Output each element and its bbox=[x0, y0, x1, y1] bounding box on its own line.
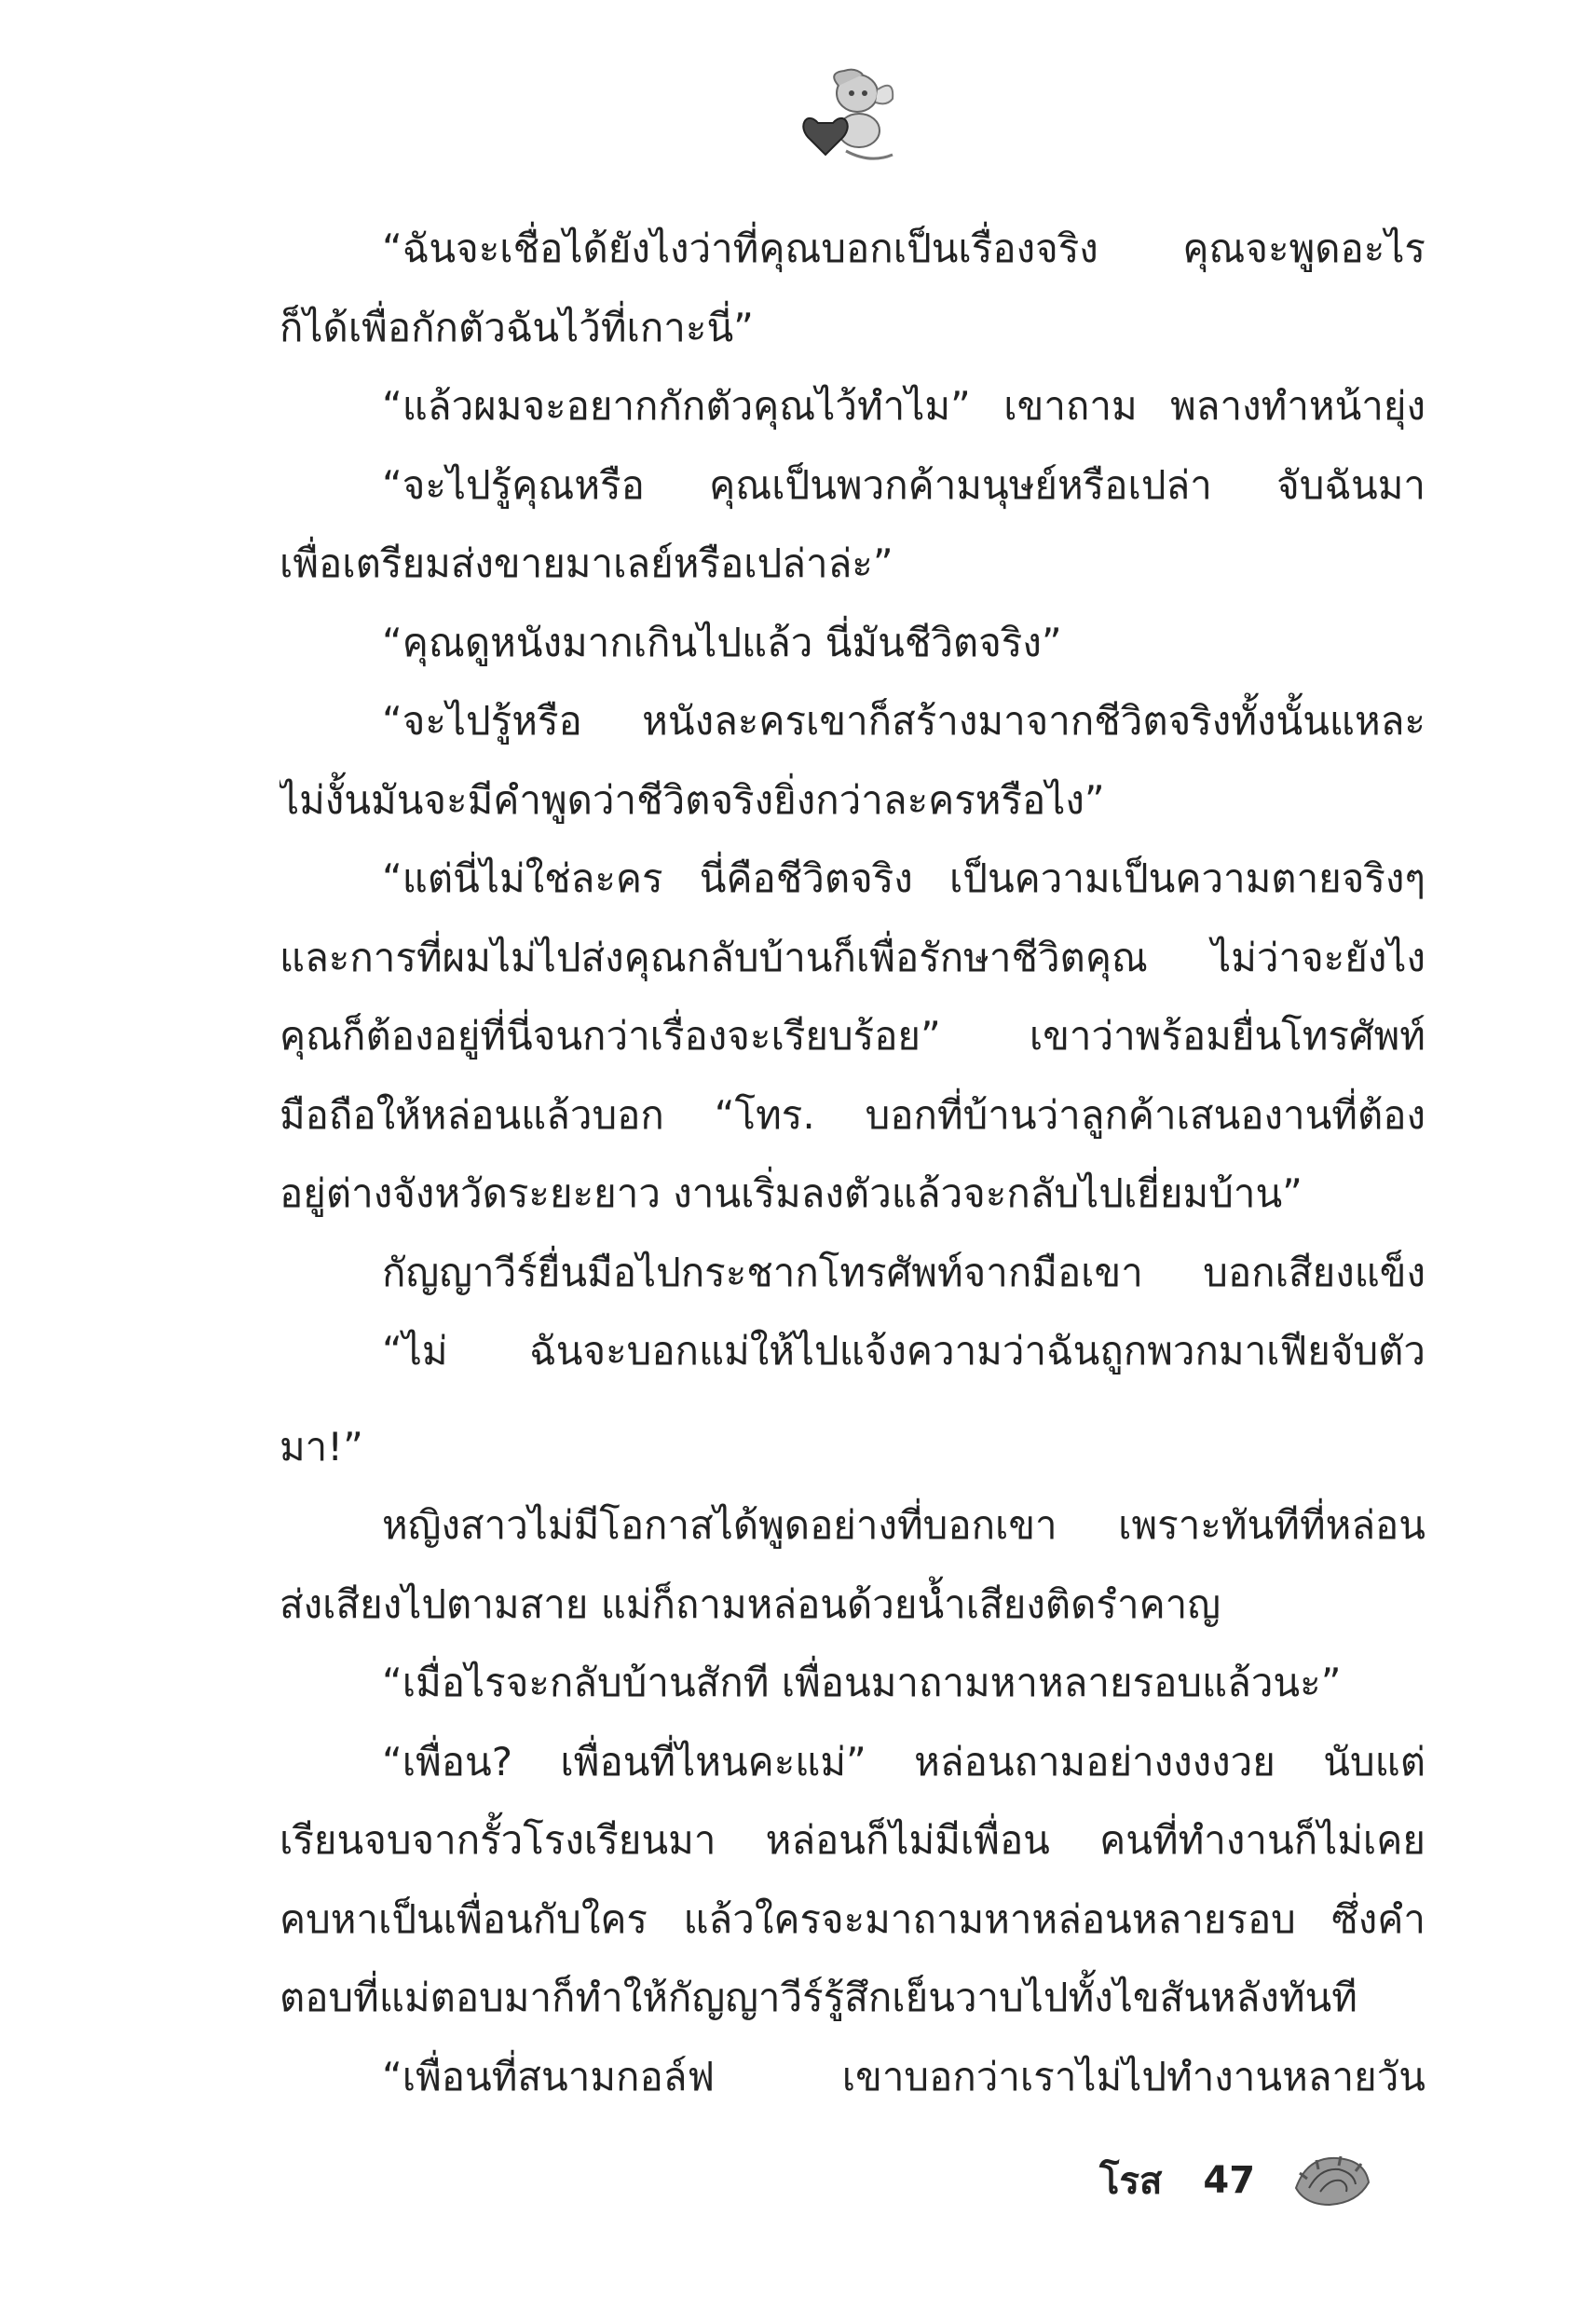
seashell-icon bbox=[1289, 2151, 1374, 2210]
text-line: ส่งเสียงไปตามสาย แม่ก็ถามหล่อนด้วยน้ำเสียงติดรำคาญ bbox=[280, 1580, 1221, 1627]
page-number: 47 bbox=[1203, 2159, 1256, 2202]
text-line: “แต่นี่ไม่ใช่ละคร นี่คือชีวิตจริง เป็นความเป็นความตายจริงๆ bbox=[382, 855, 1425, 901]
text-line: “จะไปรู้คุณหรือ คุณเป็นพวกค้ามนุษย์หรือเปล่า จับฉันมา bbox=[382, 461, 1425, 508]
body-text bbox=[280, 210, 1425, 2116]
text-line: คุณก็ต้องอยู่ที่นี่จนกว่าเรื่องจะเรียบร้อย” เขาว่าพร้อมยื่นโทรศัพท์ bbox=[280, 1013, 1425, 1059]
text-line: “เพื่อน? เพื่อนที่ไหนคะแม่” หล่อนถามอย่างงงงวย นับแต่ bbox=[382, 1738, 1425, 1785]
page-footer bbox=[1099, 2143, 1374, 2218]
text-line: “เพื่อนที่สนามกอล์ฟ เขาบอกว่าเราไม่ไปทำงานหลายวัน bbox=[382, 2053, 1425, 2099]
text-line: “จะไปรู้หรือ หนังละครเขาก็สร้างมาจากชีวิตจริงทั้งนั้นแหละ bbox=[382, 698, 1425, 744]
text-line: กัญญาวีร์ยื่นมือไปกระชากโทรศัพท์จากมือเขา บอกเสียงแข็ง bbox=[382, 1249, 1425, 1295]
text-line: มือถือให้หล่อนแล้วบอก “โทร. บอกที่บ้านว่าลูกค้าเสนองานที่ต้อง bbox=[280, 1091, 1425, 1138]
text-line: หญิงสาวไม่มีโอกาสได้พูดอย่างที่บอกเขา เพราะทันทีที่หล่อน bbox=[382, 1502, 1425, 1548]
text-line: ก็ได้เพื่อกักตัวฉันไว้ที่เกาะนี่” bbox=[280, 304, 754, 350]
text-line: ตอบที่แม่ตอบมาก็ทำให้กัญญาวีร์รู้สึกเย็นวาบไปทั้งไขสันหลังทันที bbox=[280, 1975, 1357, 2020]
running-title: โรส bbox=[1099, 2160, 1163, 2203]
text-line: คบหาเป็นเพื่อนกับใคร แล้วใครจะมาถามหาหล่อนหลายรอบ ซึ่งคำ bbox=[280, 1895, 1425, 1942]
text-line: “แล้วผมจะอยากกักตัวคุณไว้ทำไม” เขาถาม พลางทำหน้ายุ่ง bbox=[382, 383, 1425, 429]
cherub-with-heart-icon bbox=[790, 65, 902, 168]
text-line: และการที่ผมไม่ไปส่งคุณกลับบ้านก็เพื่อรักษาชีวิตคุณ ไม่ว่าจะยังไง bbox=[280, 934, 1425, 980]
text-line: “ฉันจะเชื่อได้ยังไงว่าที่คุณบอกเป็นเรื่องจริง คุณจะพูดอะไร bbox=[382, 226, 1425, 271]
text-line: “ไม่ ฉันจะบอกแม่ให้ไปแจ้งความว่าฉันถูกพวกมาเฟียจับตัว bbox=[382, 1328, 1425, 1374]
text-line: มา!” bbox=[280, 1423, 363, 1470]
text-line: เรียนจบจากรั้วโรงเรียนมา หล่อนก็ไม่มีเพื่อน คนที่ทำงานก็ไม่เคย bbox=[280, 1817, 1425, 1863]
text-line: “คุณดูหนังมากเกินไปแล้ว นี่มันชีวิตจริง” bbox=[382, 619, 1062, 665]
text-line: “เมื่อไรจะกลับบ้านสักที เพื่อนมาถามหาหลายรอบแล้วนะ” bbox=[382, 1660, 1342, 1705]
text-line: เพื่อเตรียมส่งขายมาเลย์หรือเปล่าล่ะ” bbox=[280, 540, 893, 586]
text-line: อยู่ต่างจังหวัดระยะยาว งานเริ่มลงตัวแล้วจะกลับไปเยี่ยมบ้าน” bbox=[280, 1170, 1303, 1216]
text-line: ไม่งั้นมันจะมีคำพูดว่าชีวิตจริงยิ่งกว่าละครหรือไง” bbox=[280, 776, 1105, 823]
